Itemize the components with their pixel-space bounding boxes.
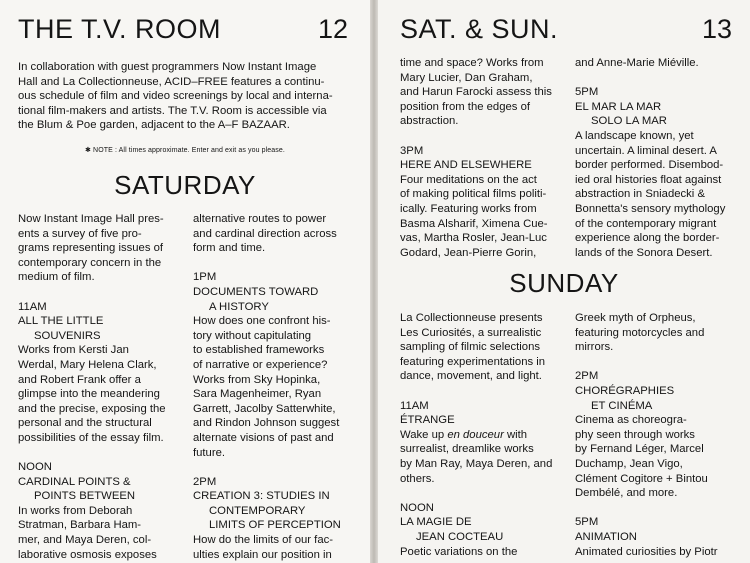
program-entry: 2PM CHORÉGRAPHIES ET CINÉMA Cinema as choreogra- phy seen through works by Fernand Léger, Marcel Duchamp, Jean Vigo, Clément Cogitore + Bintou Dembélé, and more.	[575, 369, 747, 500]
program-entry: 2PM CREATION 3: STUDIES IN CONTEMPORARY LIMITS OF PERCEPTION How do the limits of our fac- ulties explain our position in	[193, 475, 368, 563]
program-title: LIMITS OF PERCEPTION	[209, 519, 341, 532]
day-title-saturday: SATURDAY	[114, 170, 256, 200]
program-time: 11AM	[18, 300, 47, 313]
program-title: CHORÉGRAPHIES	[575, 384, 675, 397]
program-title: ANIMATION	[575, 530, 637, 543]
program-entry: 11AM ÉTRANGE Wake up en douceur with surrealist, dreamlike works by Man Ray, Maya Deren, and others.	[400, 399, 575, 487]
program-title: SOUVENIRS	[34, 329, 101, 342]
intro-paragraph: In collaboration with guest programmers Now Instant Image Hall and La Collectionneuse, ACID–FREE features a continu- ous schedule of film and video screenings by local and interna- tional film-makers and artists. The T.V. Room is accessible via the Blum & Poe garden, adjacent to the A–F BAZAAR.	[18, 61, 333, 132]
program-entry: 11AM ALL THE LITTLE SOUVENIRS Works from Kersti Jan Werdal, Mary Helena Clark, and Robert Frank offer a glimpse into the meandering and the precise, exposing the personal and the structural possibilities of the essay film.	[18, 300, 190, 446]
program-time: 2PM	[575, 370, 599, 383]
page-gutter	[370, 0, 378, 563]
program-time: NOON	[18, 461, 52, 474]
program-title: CARDINAL POINTS &	[18, 475, 131, 488]
right-page	[378, 0, 750, 563]
weekend-column-2: and Anne-Marie Miéville. 5PM EL MAR LA MAR SOLO LA MAR A landscape known, yet uncertain. A liminal desert. A border performed. Disembod- ied oral histories float against abstraction in Sniadecki & Bonnetta's sensory mythology of the contemporary migrant experience along the border- lands of the Sonora Desert.	[575, 56, 747, 260]
program-entry: 3PM HERE AND ELSEWHERE Four meditations on the act of making political films politi- ically. Featuring works from Basma Alsharif, Ximena Cue- vas, Martha Rosler, Jean-Luc Godard, Jean-Pierre Gorin,	[400, 144, 578, 261]
program-entry: 5PM ANIMATION Animated curiosities by Piotr	[575, 515, 747, 559]
sunday-intro: La Collectionneuse presents Les Curiosités, a surrealistic sampling of filmic selections featuring experimentations in dance, movement, and light.	[400, 312, 546, 383]
program-time: 2PM	[193, 475, 217, 488]
saturday-column-1	[18, 212, 190, 562]
sunday-column-1	[400, 311, 575, 559]
program-time: 5PM	[575, 86, 599, 99]
program-time: 11AM	[400, 399, 429, 412]
program-title: LA MAGIE DE	[400, 516, 472, 529]
program-time: NOON	[400, 501, 434, 514]
page-number: 13	[702, 14, 733, 44]
schedule-note: ✱ NOTE : All times approximate. Enter and exit as you please.	[85, 147, 285, 154]
program-title: JEAN COCTEAU	[416, 530, 504, 543]
day-title-sunday: SUNDAY	[509, 268, 619, 298]
weekend-column-1: time and space? Works from Mary Lucier, Dan Graham, and Harun Farocki assess this position from the edges of abstraction. 3PM HERE AND ELSEWHERE Four meditations on the act of making political films politi- ically. Featuring works from Basma Alsharif, Ximena Cue- vas, Martha Rosler, Jean-Luc Godard, Jean-Pierre Gorin,	[400, 56, 578, 260]
program-time: 5PM	[575, 516, 599, 529]
program-title: A HISTORY	[209, 300, 269, 313]
page-header: SAT. & SUN.	[400, 14, 559, 44]
program-time: 3PM	[400, 144, 424, 157]
program-entry: NOON CARDINAL POINTS & POINTS BETWEEN In works from Deborah Stratman, Barbara Ham- mer, and Maya Deren, col- laborative osmosis exposes	[18, 460, 190, 562]
program-entry: 5PM EL MAR LA MAR SOLO LA MAR A landscape known, yet uncertain. A liminal desert. A border performed. Disembod- ied oral histories float against abstraction in Sniadecki & Bonnetta's sensory mythology of the contemporary migrant experience along the border- lands of the Sonora Desert.	[575, 85, 747, 260]
program-title: ET CINÉMA	[591, 399, 653, 412]
page-number: 12	[318, 14, 349, 44]
program-title: SOLO LA MAR	[591, 115, 667, 128]
page-header: THE T.V. ROOM	[18, 14, 222, 44]
program-title: ALL THE LITTLE	[18, 315, 104, 328]
program-title: DOCUMENTS TOWARD	[193, 285, 319, 298]
saturday-column-2: alternative routes to power and cardinal direction across form and time. 1PM DOCUMENTS TOWARD A HISTORY How does one confront his- tory without capitulating to established frameworks of narrative or experience? Works from Sky Hopinka, Sara Magenheimer, Ryan Garrett, Jacolby Satterwhite, and Rindon Johnson suggest alternate visions of past and future. 2PM CREATION 3: STUDIES IN CONTEMPORARY LIMITS OF PERCEPTION How do the limits of our fac- ulties explain our position in	[193, 212, 368, 562]
left-page	[0, 0, 370, 563]
program-title: CONTEMPORARY	[209, 504, 306, 517]
program-entry: NOON LA MAGIE DE JEAN COCTEAU Poetic variations on the	[400, 501, 575, 559]
program-title: HERE AND ELSEWHERE	[400, 159, 532, 172]
program-entry: 1PM DOCUMENTS TOWARD A HISTORY How does one confront his- tory without capitulating to established frameworks of narrative or experience? Works from Sky Hopinka, Sara Magenheimer, Ryan Garrett, Jacolby Satterwhite, and Rindon Johnson suggest alternate visions of past and future.	[193, 270, 368, 460]
program-title: ÉTRANGE	[400, 414, 455, 427]
sunday-column-2: Greek myth of Orpheus, featuring motorcycles and mirrors. 2PM CHORÉGRAPHIES ET CINÉMA Cinema as choreogra- phy seen through works by Fernand Léger, Marcel Duchamp, Jean Vigo, Clément Cogitore + Bintou Dembélé, and more. 5PM ANIMATION Animated curiosities by Piotr	[575, 311, 747, 559]
program-time: 1PM	[193, 271, 217, 284]
program-title: EL MAR LA MAR	[575, 100, 662, 113]
program-title: POINTS BETWEEN	[34, 490, 136, 503]
saturday-intro: Now Instant Image Hall pres- ents a survey of five pro- grams representing issues of contemporary concern in the medium of film.	[18, 213, 164, 284]
program-title: CREATION 3: STUDIES IN	[193, 490, 330, 503]
